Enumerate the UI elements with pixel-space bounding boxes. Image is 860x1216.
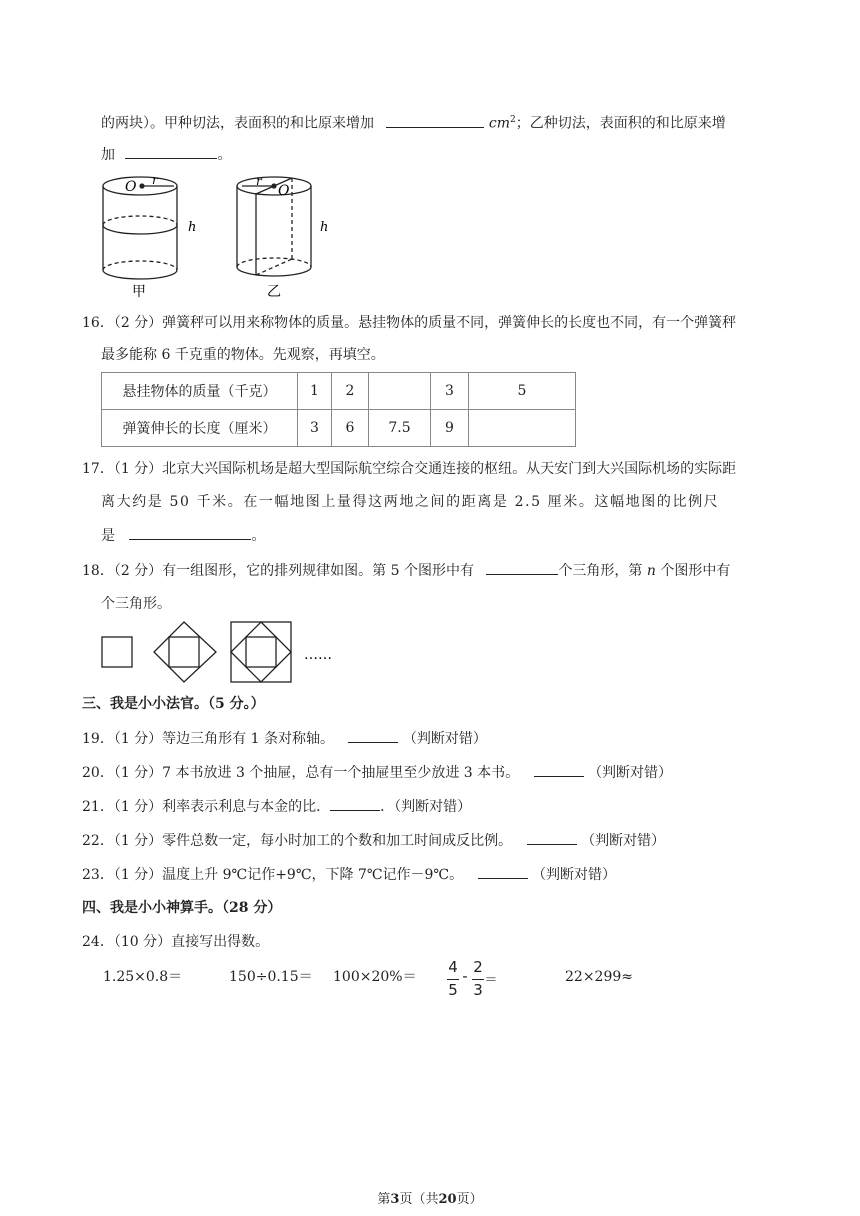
fraction-bar bbox=[472, 979, 484, 980]
caption-yi: 乙 bbox=[267, 284, 281, 300]
expr-2: 150÷0.15＝ bbox=[229, 969, 313, 985]
minus-sign: - bbox=[462, 967, 468, 985]
table-cell[interactable] bbox=[469, 410, 576, 447]
table-cell: 弹簧伸长的长度（厘米） bbox=[102, 410, 298, 447]
expr-1: 1.25×0.8＝ bbox=[103, 969, 183, 985]
answer-blank[interactable] bbox=[527, 830, 577, 845]
answer-blank[interactable] bbox=[125, 144, 217, 159]
label-r: r bbox=[152, 173, 158, 187]
answer-blank[interactable] bbox=[534, 762, 584, 777]
table-cell: 3 bbox=[431, 373, 469, 410]
label-o: O bbox=[125, 179, 137, 195]
page-footer: 第3页（共20页） bbox=[377, 1192, 483, 1207]
fraction-expression bbox=[446, 958, 516, 1002]
fraction-2-denominator: 3 bbox=[473, 981, 483, 999]
q16-line2: 最多能称 6 千克重的物体。先观察，再填空。 bbox=[101, 347, 385, 363]
spring-table bbox=[101, 372, 576, 447]
equals-sign: ＝ bbox=[484, 973, 498, 988]
q24-title: 24．（10 分）直接写出得数。 bbox=[82, 934, 270, 950]
cylinder-yi-figure bbox=[234, 175, 354, 300]
expr-3: 100×20%＝ bbox=[333, 969, 417, 985]
q18-line2: 个三角形。 bbox=[101, 596, 171, 612]
triangle-pattern-figure bbox=[100, 620, 340, 690]
table-cell: 6 bbox=[332, 410, 369, 447]
ellipsis: …… bbox=[304, 647, 332, 663]
answer-blank[interactable] bbox=[348, 728, 398, 743]
q17-line2: 离大约是 50 千米。在一幅地图上量得这两地之间的距离是 2.5 厘米。这幅地图的比例尺 bbox=[101, 494, 720, 510]
q17-line1: 17．（1 分）北京大兴国际机场是超大型国际航空综合交通连接的枢纽。从天安门到大兴国际机场的实际距 bbox=[82, 461, 737, 477]
section-3-heading: 三、我是小小法官。（5 分。） bbox=[82, 696, 265, 712]
table-cell: 7.5 bbox=[369, 410, 431, 447]
answer-blank[interactable] bbox=[330, 796, 380, 811]
q15-line1: 的两块）。甲种切法，表面积的和比原来增加 $cm^2$；乙种切法，表面积的和比原来增 bbox=[101, 110, 726, 134]
q23: 23．（1 分）温度上升 9℃记作+9℃，下降 7℃记作－9℃。 （判断对错） bbox=[82, 864, 616, 885]
table-cell: 3 bbox=[298, 410, 332, 447]
answer-blank[interactable] bbox=[486, 560, 558, 575]
fraction-bar bbox=[447, 979, 459, 980]
table-cell: 5 bbox=[469, 373, 576, 410]
q18-line1: 18．（2 分）有一组图形，它的排列规律如图。第 5 个图形中有 个三角形，第 n 个图形中有 bbox=[82, 560, 730, 581]
table-row bbox=[102, 410, 576, 447]
section-4-heading: 四、我是小小神算手。（28 分） bbox=[82, 900, 282, 916]
table-row bbox=[102, 373, 576, 410]
cylinder-jia-figure bbox=[100, 175, 220, 300]
label-h: h bbox=[320, 220, 329, 235]
table-cell: 1 bbox=[298, 373, 332, 410]
answer-blank[interactable] bbox=[386, 113, 484, 128]
table-cell: 9 bbox=[431, 410, 469, 447]
q20: 20．（1 分）7 本书放进 3 个抽屉，总有一个抽屉里至少放进 3 本书。 （判断对错） bbox=[82, 762, 672, 783]
q16-line1: 16．（2 分）弹簧秤可以用来称物体的质量。悬挂物体的质量不同，弹簧伸长的长度也不同，有一个弹簧秤 bbox=[82, 315, 737, 331]
q15-line2: 加 。 bbox=[101, 144, 231, 165]
expr-5: 22×299≈ bbox=[565, 969, 633, 985]
q17-line3: 是 。 bbox=[101, 525, 265, 546]
fraction-1-denominator: 5 bbox=[448, 981, 458, 999]
caption-jia: 甲 bbox=[132, 284, 146, 300]
table-cell: 2 bbox=[332, 373, 369, 410]
q19: 19．（1 分）等边三角形有 1 条对称轴。 （判断对错） bbox=[82, 728, 487, 749]
label-r: r bbox=[256, 174, 262, 188]
answer-blank[interactable] bbox=[478, 864, 528, 879]
table-cell[interactable] bbox=[369, 373, 431, 410]
answer-blank[interactable] bbox=[129, 525, 251, 540]
label-o: O bbox=[278, 183, 290, 199]
table-cell: 悬挂物体的质量（千克） bbox=[102, 373, 298, 410]
fraction-2-numerator: 2 bbox=[473, 958, 483, 976]
q21: 21．（1 分）利率表示利息与本金的比． ．（判断对错） bbox=[82, 796, 471, 817]
label-h: h bbox=[188, 220, 197, 235]
q22: 22．（1 分）零件总数一定，每小时加工的个数和加工时间成反比例。 （判断对错） bbox=[82, 830, 665, 851]
fraction-1-numerator: 4 bbox=[448, 958, 458, 976]
